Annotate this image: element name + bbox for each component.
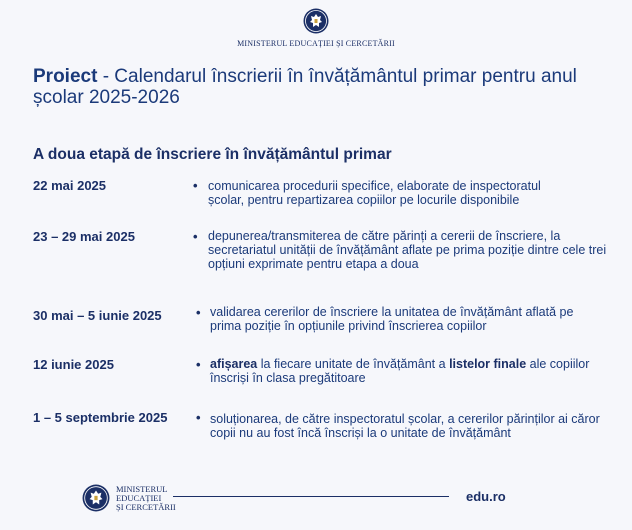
row-description [210,357,610,385]
row-text-end: ale copiilor înscriși în clasa pregătitoare [210,357,590,385]
bullet-icon: • [196,410,201,425]
section-title: A doua etapă de înscriere în învățământul primar [33,146,392,163]
row-date: 22 mai 2025 [33,178,107,193]
row-description: soluționarea, de către inspectoratul școlar, a cererilor părinților ai căror copii nu au fost încă înscriși la o unitate de învățământ [210,412,600,440]
row-description: depunerea/transmiterea de către părinți a cererii de înscriere, la secretariatul unității de învățământ aflate pe prima poziție dintre cele trei opțiuni exprimate pentru etapa a doua [208,229,607,271]
ministry-name: MINISTERUL EDUCAȚIEI ȘI CERCETĂRII [237,39,395,48]
bullet-icon: • [193,229,198,244]
footer-divider [173,496,449,497]
website-link[interactable]: edu.ro [466,489,506,504]
footer-ministry-line: ȘI CERCETĂRII [116,501,176,512]
row-date: 23 – 29 mai 2025 [33,229,135,244]
row-date: 1 – 5 septembrie 2025 [33,410,168,425]
bullet-icon: • [196,305,201,320]
footer-logo [82,484,176,512]
coat-of-arms-icon [82,484,110,512]
row-date: 30 mai – 5 iunie 2025 [33,308,162,323]
page-title [33,66,593,108]
bullet-icon: • [196,357,201,372]
emphasis-final-lists: listelor finale [449,357,527,371]
row-date: 12 iunie 2025 [33,357,114,372]
footer-ministry-line: MINISTERUL [116,483,168,494]
row-description: comunicarea procedurii specifice, elaborate de inspectoratul școlar, pentru repartizarea copiilor pe locurile disponibile [208,179,541,207]
bullet-icon: • [193,178,198,193]
row-description: validarea cererilor de înscriere la unitatea de învățământ aflată pe prima poziție în opțiunile privind înscrierea copiilor [210,305,574,333]
emphasis-display: afișarea [210,357,258,371]
title-text: - Calendarul înscrierii în învățământul primar pentru anul școlar 2025-2026 [33,66,577,108]
title-prefix: Proiect [33,66,98,87]
row-text-middle: la fiecare unitate de învățământ a [257,357,450,371]
footer-ministry-name [116,485,176,512]
coat-of-arms-icon [303,8,329,34]
footer-ministry-line: EDUCAȚIEI [116,492,162,503]
page-header [0,8,632,48]
